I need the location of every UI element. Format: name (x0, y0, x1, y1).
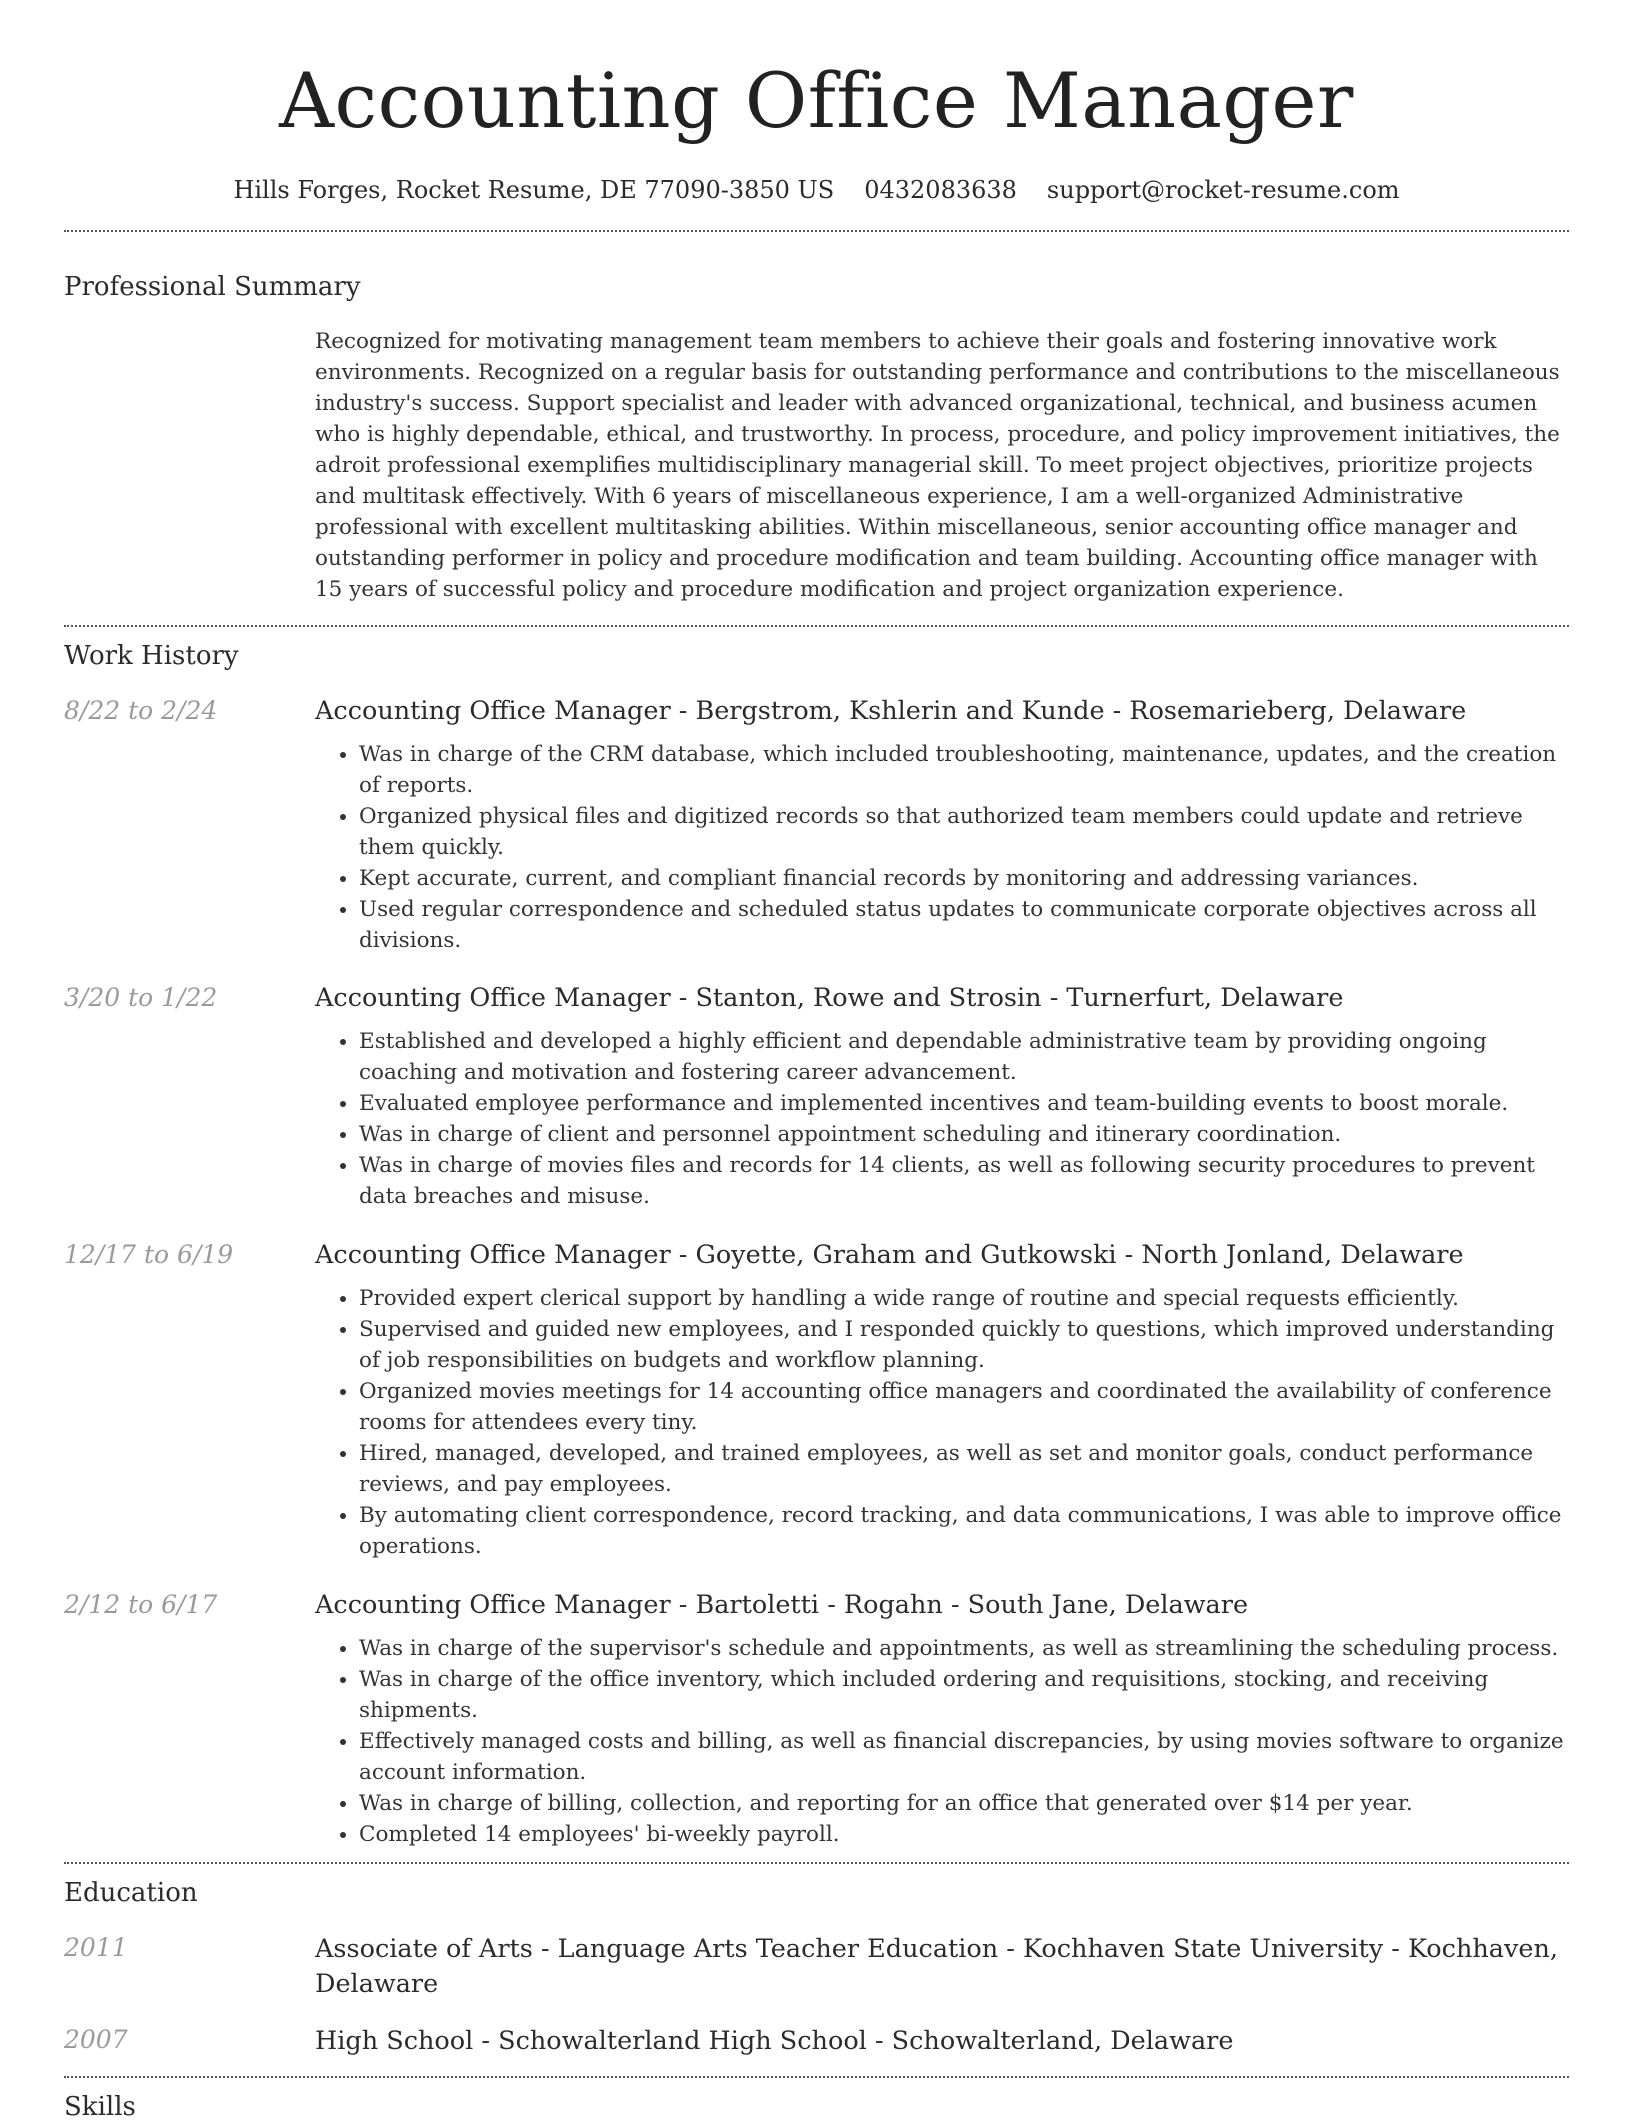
summary-heading: Professional Summary (64, 272, 361, 302)
job-bullet: • Effectively managed costs and billing, as well as financial discrepancies, by using movies software to organize account information. (359, 1726, 1569, 1788)
job-entry (64, 982, 1569, 1212)
job-bullets (315, 1633, 1569, 1850)
job-body (315, 1239, 1569, 1562)
job-entry (64, 1239, 1569, 1562)
job-bullets (315, 739, 1569, 956)
education-text: High School - Schowalterland High School - Schowalterland, Delaware (315, 2026, 1234, 2056)
job-bullet: • Completed 14 employees' bi-weekly payroll. (359, 1819, 1569, 1850)
job-body (315, 982, 1569, 1212)
job-bullet: • Was in charge of the office inventory, which included ordering and requisitions, stocking, and receiving shipments. (359, 1664, 1569, 1726)
job-bullet: • Used regular correspondence and scheduled status updates to communicate corporate objectives across all divisions. (359, 894, 1569, 956)
divider (64, 1862, 1569, 1864)
divider (64, 625, 1569, 627)
job-bullet: • Supervised and guided new employees, and I responded quickly to questions, which improved understanding of job responsibilities on budgets and workflow planning. (359, 1314, 1569, 1376)
job-bullet: • Provided expert clerical support by handling a wide range of routine and special requests efficiently. (359, 1283, 1569, 1314)
job-date: 3/20 to 1/22 (64, 983, 218, 1012)
resume-page (64, 0, 1569, 2124)
job-date: 2/12 to 6/17 (64, 1590, 218, 1619)
job-date: 12/17 to 6/19 (64, 1240, 234, 1269)
job-bullets (315, 1026, 1569, 1212)
job-title: Accounting Office Manager - Bartoletti - Rogahn - South Jane, Delaware (315, 1590, 1249, 1620)
job-bullet: • Was in charge of client and personnel appointment scheduling and itinerary coordination. (359, 1119, 1569, 1150)
job-date: 8/22 to 2/24 (64, 696, 218, 725)
education-text: Associate of Arts - Language Arts Teacher Education - Kochhaven State University - Kochhaven, Delaware (315, 1934, 1559, 1999)
job-entry (64, 695, 1569, 956)
resume-name: Accounting Office Manager (279, 56, 1354, 145)
education-heading: Education (64, 1878, 198, 1908)
job-bullet: • Was in charge of the supervisor's schedule and appointments, as well as streamlining the scheduling process. (359, 1633, 1569, 1664)
job-body (315, 1589, 1569, 1850)
education-entry (64, 1932, 1569, 2002)
divider (64, 230, 1569, 232)
job-bullets (315, 1283, 1569, 1562)
job-bullet: • Was in charge of movies files and records for 14 clients, as well as following security procedures to prevent data breaches and misuse. (359, 1150, 1569, 1212)
job-bullet: • Established and developed a highly efficient and dependable administrative team by providing ongoing coaching and motivation and fostering career advancement. (359, 1026, 1569, 1088)
job-bullet: • Was in charge of the CRM database, which included troubleshooting, maintenance, updates, and the creation of reports. (359, 739, 1569, 801)
education-date: 2011 (64, 1933, 128, 1962)
work-history-heading: Work History (64, 641, 239, 671)
job-title: Accounting Office Manager - Stanton, Rowe and Strosin - Turnerfurt, Delaware (315, 983, 1344, 1013)
job-bullet: • Was in charge of billing, collection, and reporting for an office that generated over $14 per year. (359, 1788, 1569, 1819)
summary-text: Recognized for motivating management team members to achieve their goals and fostering innovative work environments. Recognized on a regular basis for outstanding performance and contributions to the miscellaneous industry's success. Support specialist and leader with advanced organizational, technical, and business acumen who is highly dependable, ethical, and trustworthy. In process, procedure, and policy improvement initiatives, the adroit professional exemplifies multidisciplinary managerial skill. To meet project objectives, prioritize projects and multitask effectively. With 6 years of miscellaneous experience, I am a well-organized Administrative professional with excellent multitasking abilities. Within miscellaneous, senior accounting office manager and outstanding performer in policy and procedure modification and team building. Accounting office manager with 15 years of successful policy and procedure modification and project organization experience. (315, 329, 1560, 602)
job-bullet: • By automating client correspondence, record tracking, and data communications, I was able to improve office operations. (359, 1500, 1569, 1562)
job-title: Accounting Office Manager - Goyette, Graham and Gutkowski - North Jonland, Delaware (315, 1240, 1464, 1270)
contact-line (64, 174, 1569, 206)
job-body (315, 695, 1569, 956)
education-date: 2007 (64, 2025, 128, 2054)
skills-heading: Skills (64, 2092, 136, 2122)
job-title: Accounting Office Manager - Bergstrom, Kshlerin and Kunde - Rosemarieberg, Delaware (315, 696, 1467, 726)
divider (64, 2076, 1569, 2078)
education-entry (64, 2024, 1569, 2059)
job-bullet: • Kept accurate, current, and compliant financial records by monitoring and addressing variances. (359, 863, 1569, 894)
job-bullet: • Evaluated employee performance and implemented incentives and team-building events to boost morale. (359, 1088, 1569, 1119)
job-entry (64, 1589, 1569, 1850)
address: Hills Forges, Rocket Resume, DE 77090-3850 US (233, 176, 835, 204)
email: support@rocket-resume.com (1046, 176, 1400, 204)
job-bullet: • Organized movies meetings for 14 accounting office managers and coordinated the availability of conference rooms for attendees every tiny. (359, 1376, 1569, 1438)
job-bullet: • Hired, managed, developed, and trained employees, as well as set and monitor goals, conduct performance reviews, and pay employees. (359, 1438, 1569, 1500)
phone: 0432083638 (864, 176, 1017, 204)
job-bullet: • Organized physical files and digitized records so that authorized team members could update and retrieve them quickly. (359, 801, 1569, 863)
